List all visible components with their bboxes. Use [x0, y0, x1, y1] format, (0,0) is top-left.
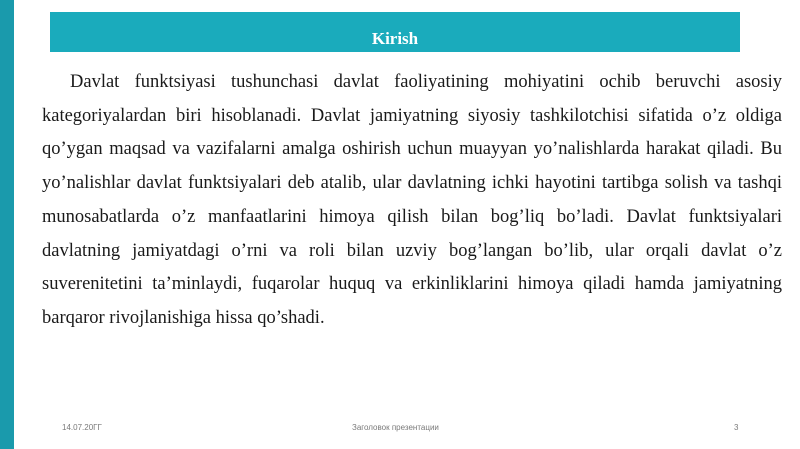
slide-title: Kirish	[371, 29, 419, 48]
footer-page-number: 3	[734, 423, 739, 432]
footer-date: 14.07.20ГГ	[62, 423, 102, 432]
left-accent-bar	[0, 0, 14, 449]
slide-body-paragraph: Davlat funktsiyasi tushunchasi davlat faoliyatining mohiyatini ochib beruvchi asosiy kategoriyalardan biri hisoblanadi. Davlat jamiyatning siyosiy tashkilotchisi sifatida o’z oldiga qo’ygan maqsad va vazifalarni amalga oshirish uchun muayyan yo’nalishlarda harakat qiladi. Bu yo’nalishlar davlat funktsiyalari deb atalib, ular davlatning ichki hayotini tartibga solish va tashqi munosabatlarda o’z manfaatlarini himoya qilish bilan bog’liq bo’ladi. Davlat funktsiyalari davlatning jamiyatdagi o’rni va roli bilan uzviy bog’langan bo’lib, ular orqali davlat o’z suverenitetini ta’minlaydi, fuqarolar huquq va erkinliklarini himoya qiladi hamda jamiyatning barqaror rivojlanishiga hissa qo’shadi.	[42, 72, 782, 328]
footer-presentation-title: Заголовок презентации	[352, 423, 439, 432]
title-banner	[50, 12, 740, 52]
